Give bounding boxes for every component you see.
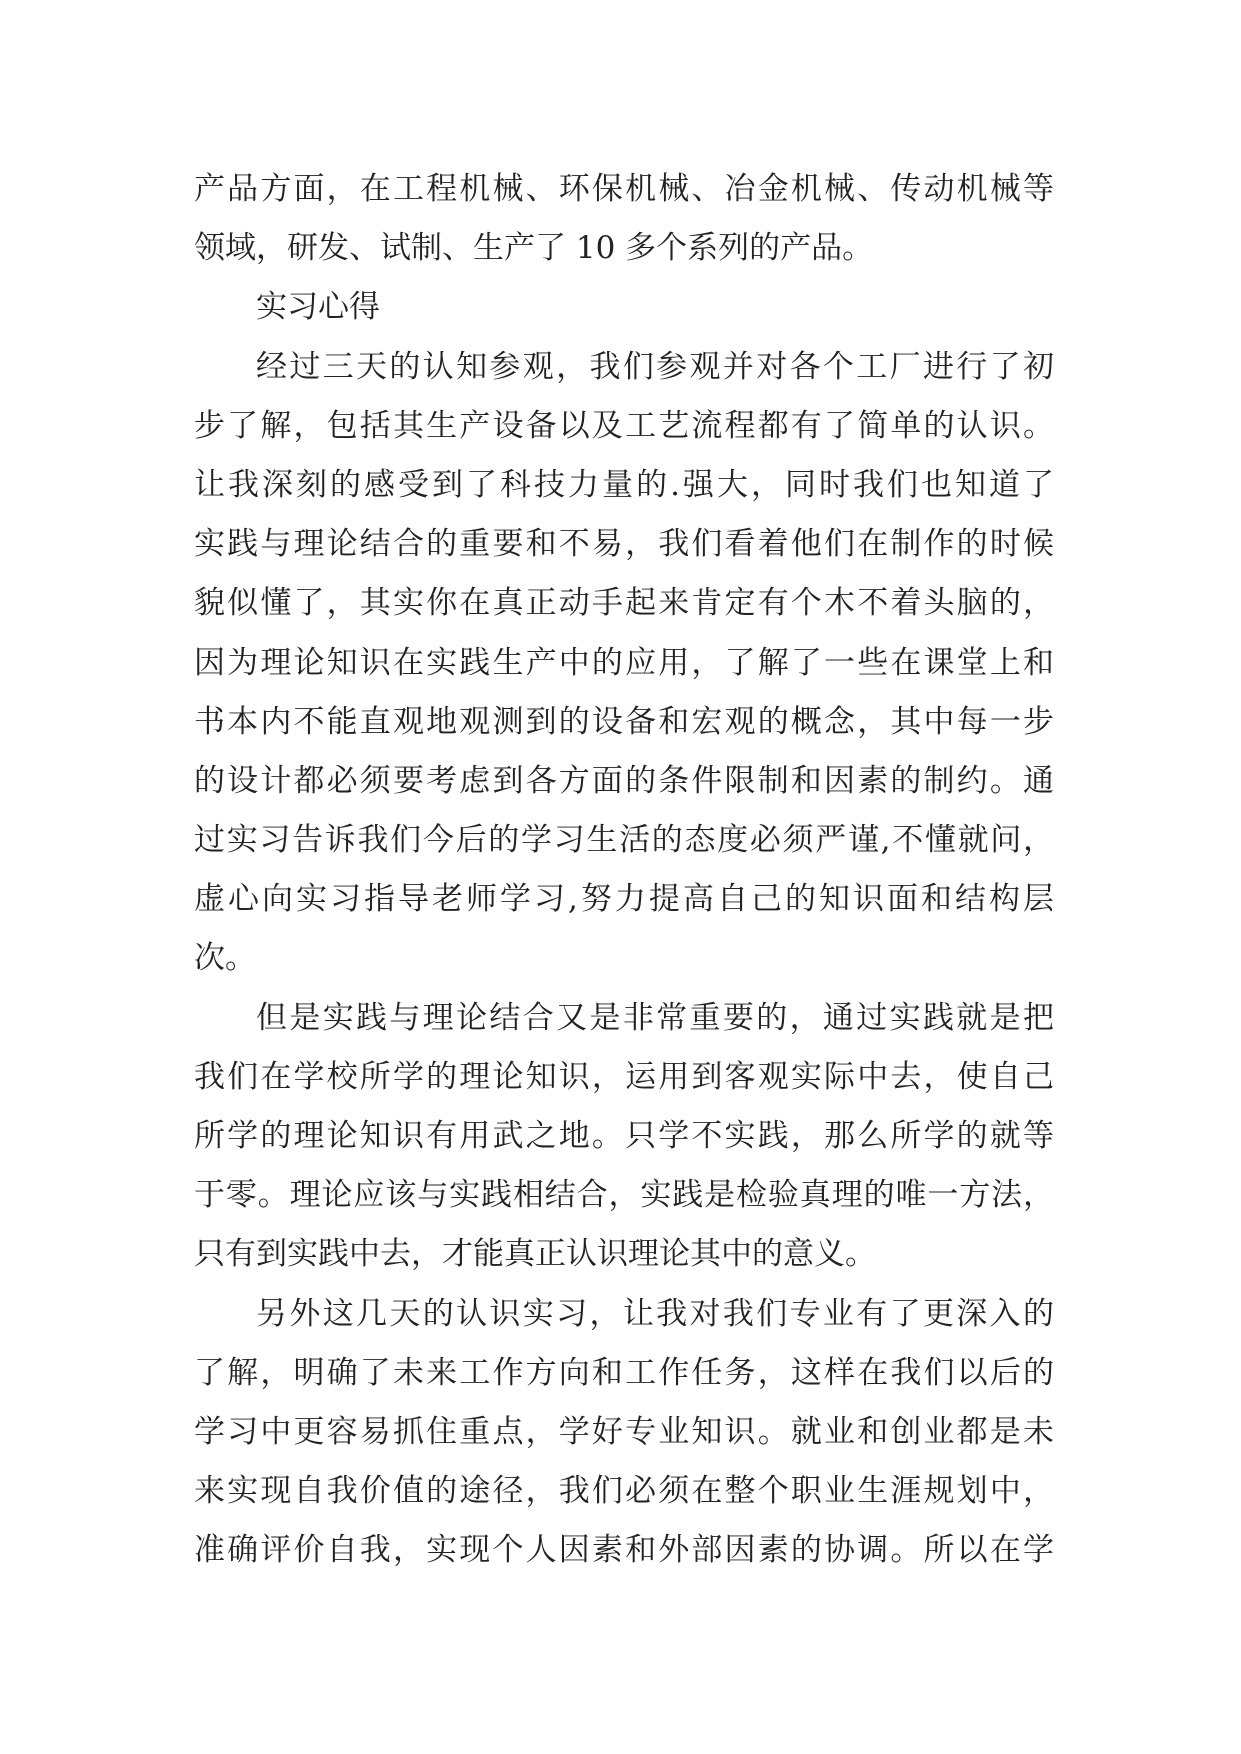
text-line: 领域，研发、试制、生产了 10 多个系列的产品。 <box>194 230 874 267</box>
text-line: 我们在学校所学的理论知识，运用到客观实际中去，使自己 <box>194 1058 1054 1095</box>
text-line: 只有到实践中去，才能真正认识理论其中的意义。 <box>194 1236 876 1273</box>
text-line: 产品方面，在工程机械、环保机械、冶金机械、传动机械等 <box>194 171 1054 207</box>
text-line: 的设计都必须要考虑到各方面的条件限制和因素的制约。通 <box>194 762 1054 799</box>
text-line: 但是实践与理论结合又是非常重要的，通过实践就是把 <box>256 999 1054 1036</box>
paragraph <box>194 338 1054 989</box>
text-line: 书本内不能直观地观测到的设备和宏观的概念，其中每一步 <box>194 703 1054 740</box>
text-line: 准确评价自我，实现个人因素和外部因素的协调。所以在学 <box>194 1532 1054 1569</box>
text-line: 让我深刻的感受到了科技力量的.强大，同时我们也知道了 <box>194 466 1054 503</box>
text-line: 虚心向实习指导老师学习,努力提高自己的知识面和结构层 <box>194 881 1054 918</box>
text-line: 学习中更容易抓住重点，学好专业知识。就业和创业都是未 <box>194 1413 1054 1450</box>
text-line: 过实习告诉我们今后的学习生活的态度必须严谨,不懂就问， <box>194 822 1054 859</box>
text-line: 步了解，包括其生产设备以及工艺流程都有了简单的认识。 <box>194 407 1054 444</box>
document-body <box>194 160 1054 1581</box>
text-line: 貌似懂了，其实你在真正动手起来肯定有个木不着头脑的， <box>194 585 1054 622</box>
paragraph-intro <box>194 160 1054 278</box>
heading-text: 实习心得 <box>256 289 380 326</box>
text-line: 另外这几天的认识实习，让我对我们专业有了更深入的 <box>256 1295 1054 1332</box>
paragraph <box>194 989 1054 1285</box>
text-line: 于零。理论应该与实践相结合，实践是检验真理的唯一方法， <box>194 1177 1054 1214</box>
text-line: 来实现自我价值的途径，我们必须在整个职业生涯规划中， <box>194 1473 1054 1510</box>
paragraph <box>194 1285 1054 1581</box>
text-line: 因为理论知识在实践生产中的应用，了解了一些在课堂上和 <box>194 644 1054 681</box>
text-line: 所学的理论知识有用武之地。只学不实践，那么所学的就等 <box>194 1118 1054 1154</box>
text-line: 次。 <box>194 940 256 977</box>
section-heading <box>194 278 1054 337</box>
text-line: 了解，明确了未来工作方向和工作任务，这样在我们以后的 <box>194 1354 1054 1391</box>
text-line: 实践与理论结合的重要和不易，我们看着他们在制作的时候 <box>194 526 1054 563</box>
text-line: 经过三天的认知参观，我们参观并对各个工厂进行了初 <box>256 348 1054 385</box>
